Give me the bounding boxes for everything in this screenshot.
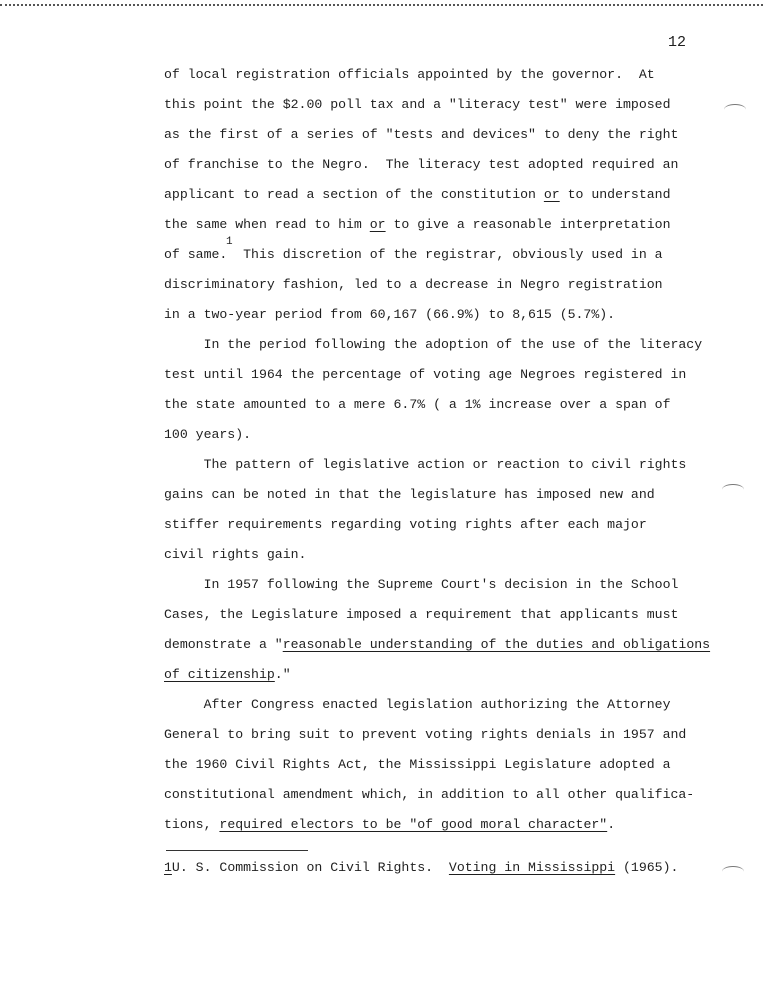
text-run: constitutional amendment which, in addition to all other qualifica- [164, 787, 695, 802]
footnote-rule [166, 850, 308, 851]
underlined-text: required electors to be "of good moral character" [219, 817, 608, 832]
text-line [164, 785, 694, 805]
top-border [0, 0, 763, 6]
text-line [164, 95, 670, 115]
margin-mark [722, 866, 744, 877]
footnote-reference: 1 [226, 236, 233, 248]
text-run: gains can be noted in that the legislature has imposed new and [164, 487, 655, 502]
text-run: this point the $2.00 poll tax and a "literacy test" were imposed [164, 97, 671, 112]
text-line [164, 275, 663, 295]
text-run: Cases, the Legislature imposed a requirement that applicants must [164, 607, 679, 622]
text-run: The pattern of legislative action or reaction to civil rights [164, 457, 687, 472]
text-run: General to bring suit to prevent voting rights denials in 1957 and [164, 727, 687, 742]
text-run: demonstrate a " [164, 637, 283, 652]
text-line [164, 185, 671, 205]
footnote [164, 858, 678, 878]
text-run: U. S. Commission on Civil Rights. [171, 860, 449, 875]
text-line [164, 515, 647, 535]
text-line [164, 575, 678, 595]
text-line [164, 425, 251, 445]
text-run: test until 1964 the percentage of voting age Negroes registered in [164, 367, 687, 382]
page-number: 12 [668, 34, 687, 51]
text-run: civil rights gain. [164, 547, 307, 562]
text-run: discriminatory fashion, led to a decrease in Negro registration [164, 277, 663, 292]
text-line [164, 635, 710, 655]
text-run: applicant to read a section of the constitution [164, 187, 544, 202]
text-line [164, 815, 615, 835]
text-line [164, 365, 686, 385]
text-line [164, 335, 702, 355]
text-line [164, 755, 670, 775]
text-line [164, 395, 670, 415]
text-run: of same. This discretion of the registrar, obviously used in a [164, 247, 663, 262]
text-run: of franchise to the Negro. The literacy test adopted required an [164, 157, 679, 172]
text-run: stiffer requirements regarding voting rights after each major [164, 517, 647, 532]
text-run: the same when read to him [164, 217, 370, 232]
underlined-text: reasonable understanding of the duties and obligations [282, 637, 711, 652]
text-run: the state amounted to a mere 6.7% ( a 1% increase over a span of [164, 397, 671, 412]
text-run: . [607, 817, 616, 832]
text-run: to understand [559, 187, 671, 202]
underlined-text: of citizenship [164, 667, 275, 682]
text-run: In 1957 following the Supreme Court's decision in the School [164, 577, 679, 592]
text-line [164, 545, 306, 565]
text-line [164, 125, 678, 145]
text-line [164, 725, 686, 745]
text-run: In the period following the adoption of the use of the literacy [164, 337, 703, 352]
text-line [164, 605, 678, 625]
text-line [164, 65, 655, 85]
text-line [164, 485, 655, 505]
text-line [164, 455, 686, 475]
text-run: tions, [164, 817, 220, 832]
text-run: in a two-year period from 60,167 (66.9%) to 8,615 (5.7%). [164, 307, 616, 322]
text-line [164, 245, 663, 265]
margin-mark [722, 484, 744, 495]
underlined-text: Voting in Mississippi [448, 860, 616, 875]
margin-mark [724, 104, 746, 115]
underlined-text: or [369, 217, 386, 232]
underlined-text: or [543, 187, 560, 202]
text-line [164, 665, 291, 685]
text-run: of local registration officials appointed by the governor. At [164, 67, 655, 82]
underlined-text: 1 [164, 860, 172, 875]
text-run: ." [274, 667, 291, 682]
text-line [164, 155, 678, 175]
text-line [164, 305, 615, 325]
text-line [164, 695, 670, 715]
text-run: as the first of a series of "tests and devices" to deny the right [164, 127, 679, 142]
text-run: the 1960 Civil Rights Act, the Mississippi Legislature adopted a [164, 757, 671, 772]
text-run: After Congress enacted legislation authorizing the Attorney [164, 697, 671, 712]
text-run: 100 years). [164, 427, 252, 442]
text-run: to give a reasonable interpretation [385, 217, 671, 232]
text-line [164, 215, 671, 235]
text-run: (1965). [615, 860, 679, 875]
